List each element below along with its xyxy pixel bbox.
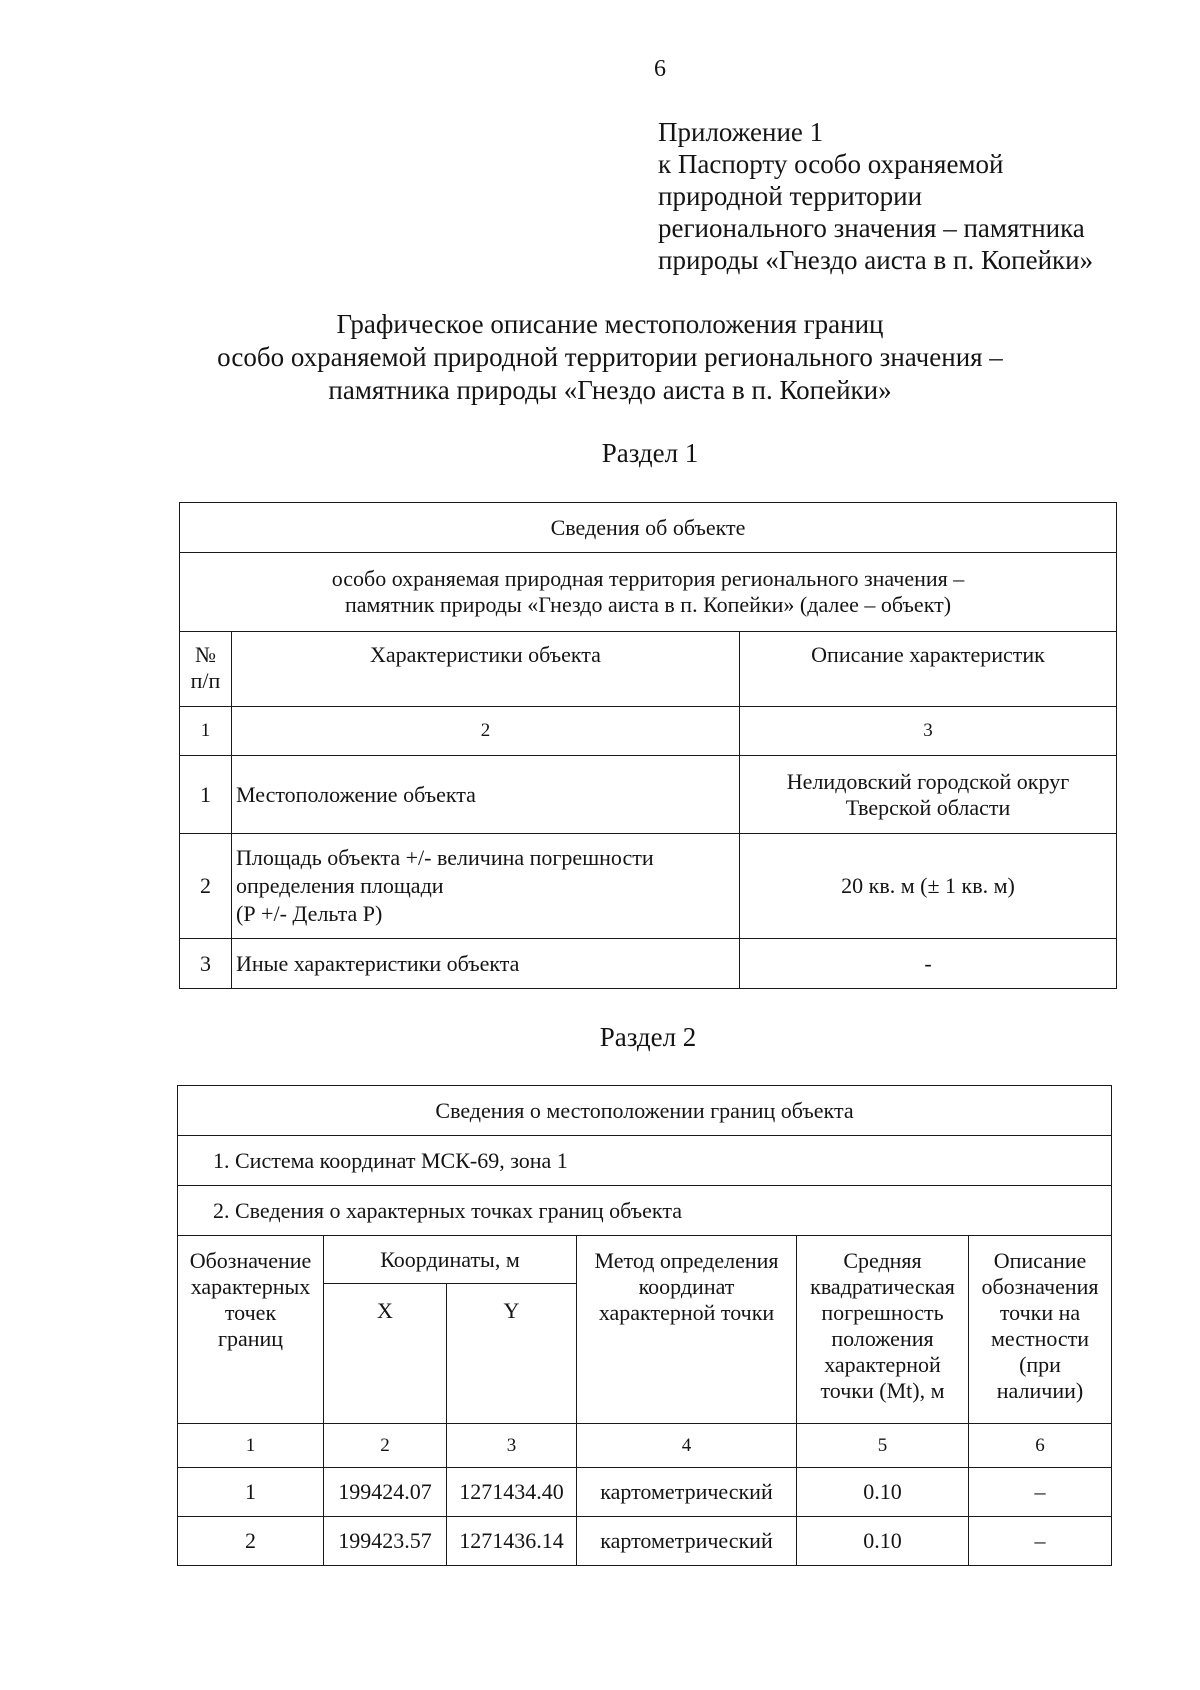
- header-line: местности: [990, 1326, 1090, 1351]
- header-line: характерной: [824, 1352, 941, 1377]
- row-num: 3: [180, 939, 232, 989]
- point-description: –: [969, 1468, 1112, 1517]
- appendix-line: Приложение 1: [658, 117, 824, 147]
- header-line: характерной точки: [598, 1300, 775, 1325]
- header-designation: [178, 1236, 324, 1424]
- table-row: [178, 1517, 1112, 1566]
- object-info-caption: Сведения об объекте: [180, 503, 1117, 553]
- col-index: 5: [797, 1424, 969, 1468]
- header-method: [577, 1236, 797, 1424]
- points-caption: 2. Сведения о характерных точках границ объекта: [178, 1186, 1112, 1236]
- row-num: 2: [180, 834, 232, 939]
- title-line: Графическое описание местоположения границ: [336, 309, 884, 339]
- row-characteristic: [232, 939, 740, 989]
- header-line: наличии): [996, 1378, 1084, 1403]
- col-index: 6: [969, 1424, 1112, 1468]
- section2-heading: Раздел 2: [599, 1022, 697, 1052]
- col-index: 1: [178, 1424, 324, 1468]
- header-coordinates: Координаты, м: [324, 1236, 577, 1284]
- point-method: картометрический: [577, 1517, 797, 1566]
- col-index: 4: [577, 1424, 797, 1468]
- point-description: –: [969, 1517, 1112, 1566]
- page-number: 6: [654, 56, 666, 82]
- row-num: 1: [180, 756, 232, 834]
- point-id: 2: [178, 1517, 324, 1566]
- header-num-line: п/п: [190, 668, 221, 693]
- characteristic-line: Площадь объекта +/- величина погрешности: [236, 845, 654, 870]
- row-characteristic: [232, 756, 740, 834]
- row-characteristic: [232, 834, 740, 939]
- header-x: X: [324, 1284, 447, 1424]
- row-description: [740, 756, 1117, 834]
- appendix-line: регионального значения – памятника: [658, 213, 1085, 243]
- point-y: 1271434.40: [447, 1468, 577, 1517]
- header-num-line: №: [195, 642, 216, 667]
- boundary-caption: Сведения о местоположении границ объекта: [178, 1086, 1112, 1136]
- header-line: точки на: [999, 1300, 1081, 1325]
- header-line: погрешность: [821, 1300, 944, 1325]
- description-line: -: [924, 950, 932, 976]
- header-line: границ: [217, 1326, 284, 1351]
- header-error: [797, 1236, 969, 1424]
- header-line: квадратическая: [810, 1274, 955, 1299]
- table-row: [180, 756, 1117, 834]
- appendix-note: [658, 116, 1093, 276]
- col-index: 3: [447, 1424, 577, 1468]
- table-row: [178, 1468, 1112, 1517]
- header-line: (при: [1019, 1352, 1061, 1377]
- header-line: точки (Mt), м: [820, 1378, 945, 1403]
- object-name-cell: [180, 553, 1117, 632]
- table-row: [180, 834, 1117, 939]
- header-line: Средняя: [843, 1248, 922, 1273]
- col-index: 1: [180, 707, 232, 756]
- col-index: 3: [740, 707, 1117, 756]
- header-characteristic: Характеристики объекта: [232, 632, 740, 707]
- header-num: [180, 632, 232, 707]
- header-line: Обозначение: [189, 1248, 312, 1273]
- title-line: особо охраняемой природной территории регионального значения –: [217, 342, 1003, 372]
- description-line: Нелидовский городской округ: [786, 768, 1070, 794]
- description-line: Тверской области: [845, 794, 1011, 820]
- appendix-line: природы «Гнездо аиста в п. Копейки»: [658, 245, 1094, 275]
- point-error: 0.10: [797, 1517, 969, 1566]
- header-y: Y: [447, 1284, 577, 1424]
- characteristic-line: Местоположение объекта: [236, 781, 476, 807]
- header-line: Описание: [993, 1248, 1087, 1273]
- coordinate-system: 1. Система координат МСК-69, зона 1: [178, 1136, 1112, 1186]
- point-x: 199423.57: [324, 1517, 447, 1566]
- point-error: 0.10: [797, 1468, 969, 1517]
- header-line: характерных: [190, 1274, 311, 1299]
- col-index: 2: [324, 1424, 447, 1468]
- point-id: 1: [178, 1468, 324, 1517]
- characteristic-line: определения площади: [236, 873, 444, 898]
- point-method: картометрический: [577, 1468, 797, 1517]
- header-description: Описание характеристик: [740, 632, 1117, 707]
- appendix-line: к Паспорту особо охраняемой: [658, 149, 1004, 179]
- header-point-description: [969, 1236, 1112, 1424]
- header-line: Метод определения: [594, 1248, 779, 1273]
- header-line: положения: [831, 1326, 934, 1351]
- object-info-table: [179, 502, 1117, 989]
- row-description: [740, 939, 1117, 989]
- col-index: 2: [232, 707, 740, 756]
- header-line: точек: [224, 1300, 277, 1325]
- characteristic-line: Иные характеристики объекта: [236, 950, 520, 976]
- document-title: [180, 308, 1040, 407]
- appendix-line: природной территории: [658, 181, 923, 211]
- point-y: 1271436.14: [447, 1517, 577, 1566]
- header-line: координат: [638, 1274, 735, 1299]
- description-line: 20 кв. м (± 1 кв. м): [841, 873, 1015, 898]
- object-name-line: особо охраняемая природная территория регионального значения –: [331, 566, 965, 591]
- header-line: обозначения: [981, 1274, 1099, 1299]
- boundary-points-table: [177, 1085, 1112, 1566]
- title-line: памятника природы «Гнездо аиста в п. Копейки»: [328, 375, 892, 405]
- table-row: [180, 939, 1117, 989]
- row-description: [740, 834, 1117, 939]
- section1-heading: Раздел 1: [601, 438, 699, 468]
- point-x: 199424.07: [324, 1468, 447, 1517]
- characteristic-line: (Р +/- Дельта Р): [236, 901, 383, 926]
- object-name-line: памятник природы «Гнездо аиста в п. Копейки» (далее – объект): [344, 592, 952, 617]
